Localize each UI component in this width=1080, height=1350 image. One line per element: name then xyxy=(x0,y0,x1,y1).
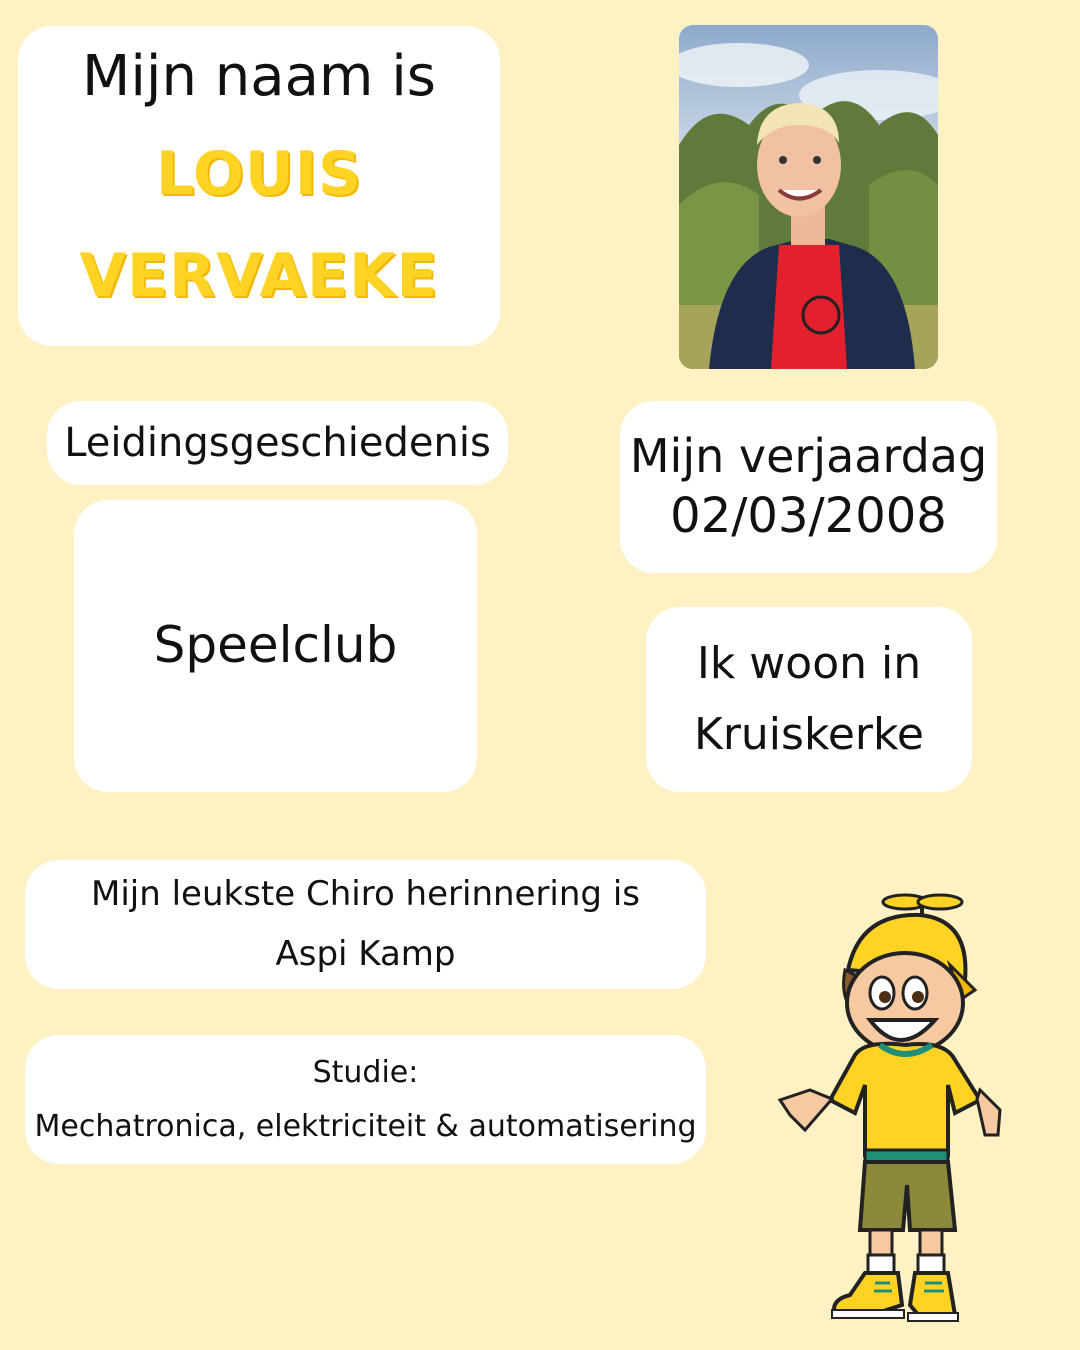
first-name: LOUIS xyxy=(155,139,363,210)
group-card xyxy=(74,500,477,792)
profile-photo xyxy=(679,25,938,369)
birthday-card xyxy=(620,401,997,573)
memory-value: Aspi Kamp xyxy=(275,933,456,974)
group-name: Speelclub xyxy=(153,616,398,675)
study-value: Mechatronica, elektriciteit & automatisering xyxy=(34,1108,697,1144)
name-intro: Mijn naam is xyxy=(82,43,436,109)
residence-town: Kruiskerke xyxy=(693,708,925,760)
memory-label: Mijn leukste Chiro herinnering is xyxy=(91,874,640,914)
study-label: Studie: xyxy=(312,1054,419,1090)
leadership-history-label: Leidingsgeschiedenis xyxy=(64,420,491,466)
memory-card xyxy=(25,860,706,989)
birthday-date: 02/03/2008 xyxy=(670,487,947,544)
last-name: VERVAEKE xyxy=(79,241,439,312)
study-card xyxy=(25,1035,706,1164)
mascot-illustration xyxy=(770,885,1010,1340)
residence-card xyxy=(646,607,972,792)
name-card xyxy=(18,26,500,346)
birthday-label: Mijn verjaardag xyxy=(629,428,988,483)
residence-label: Ik woon in xyxy=(696,638,922,690)
leadership-history-card xyxy=(47,401,508,485)
